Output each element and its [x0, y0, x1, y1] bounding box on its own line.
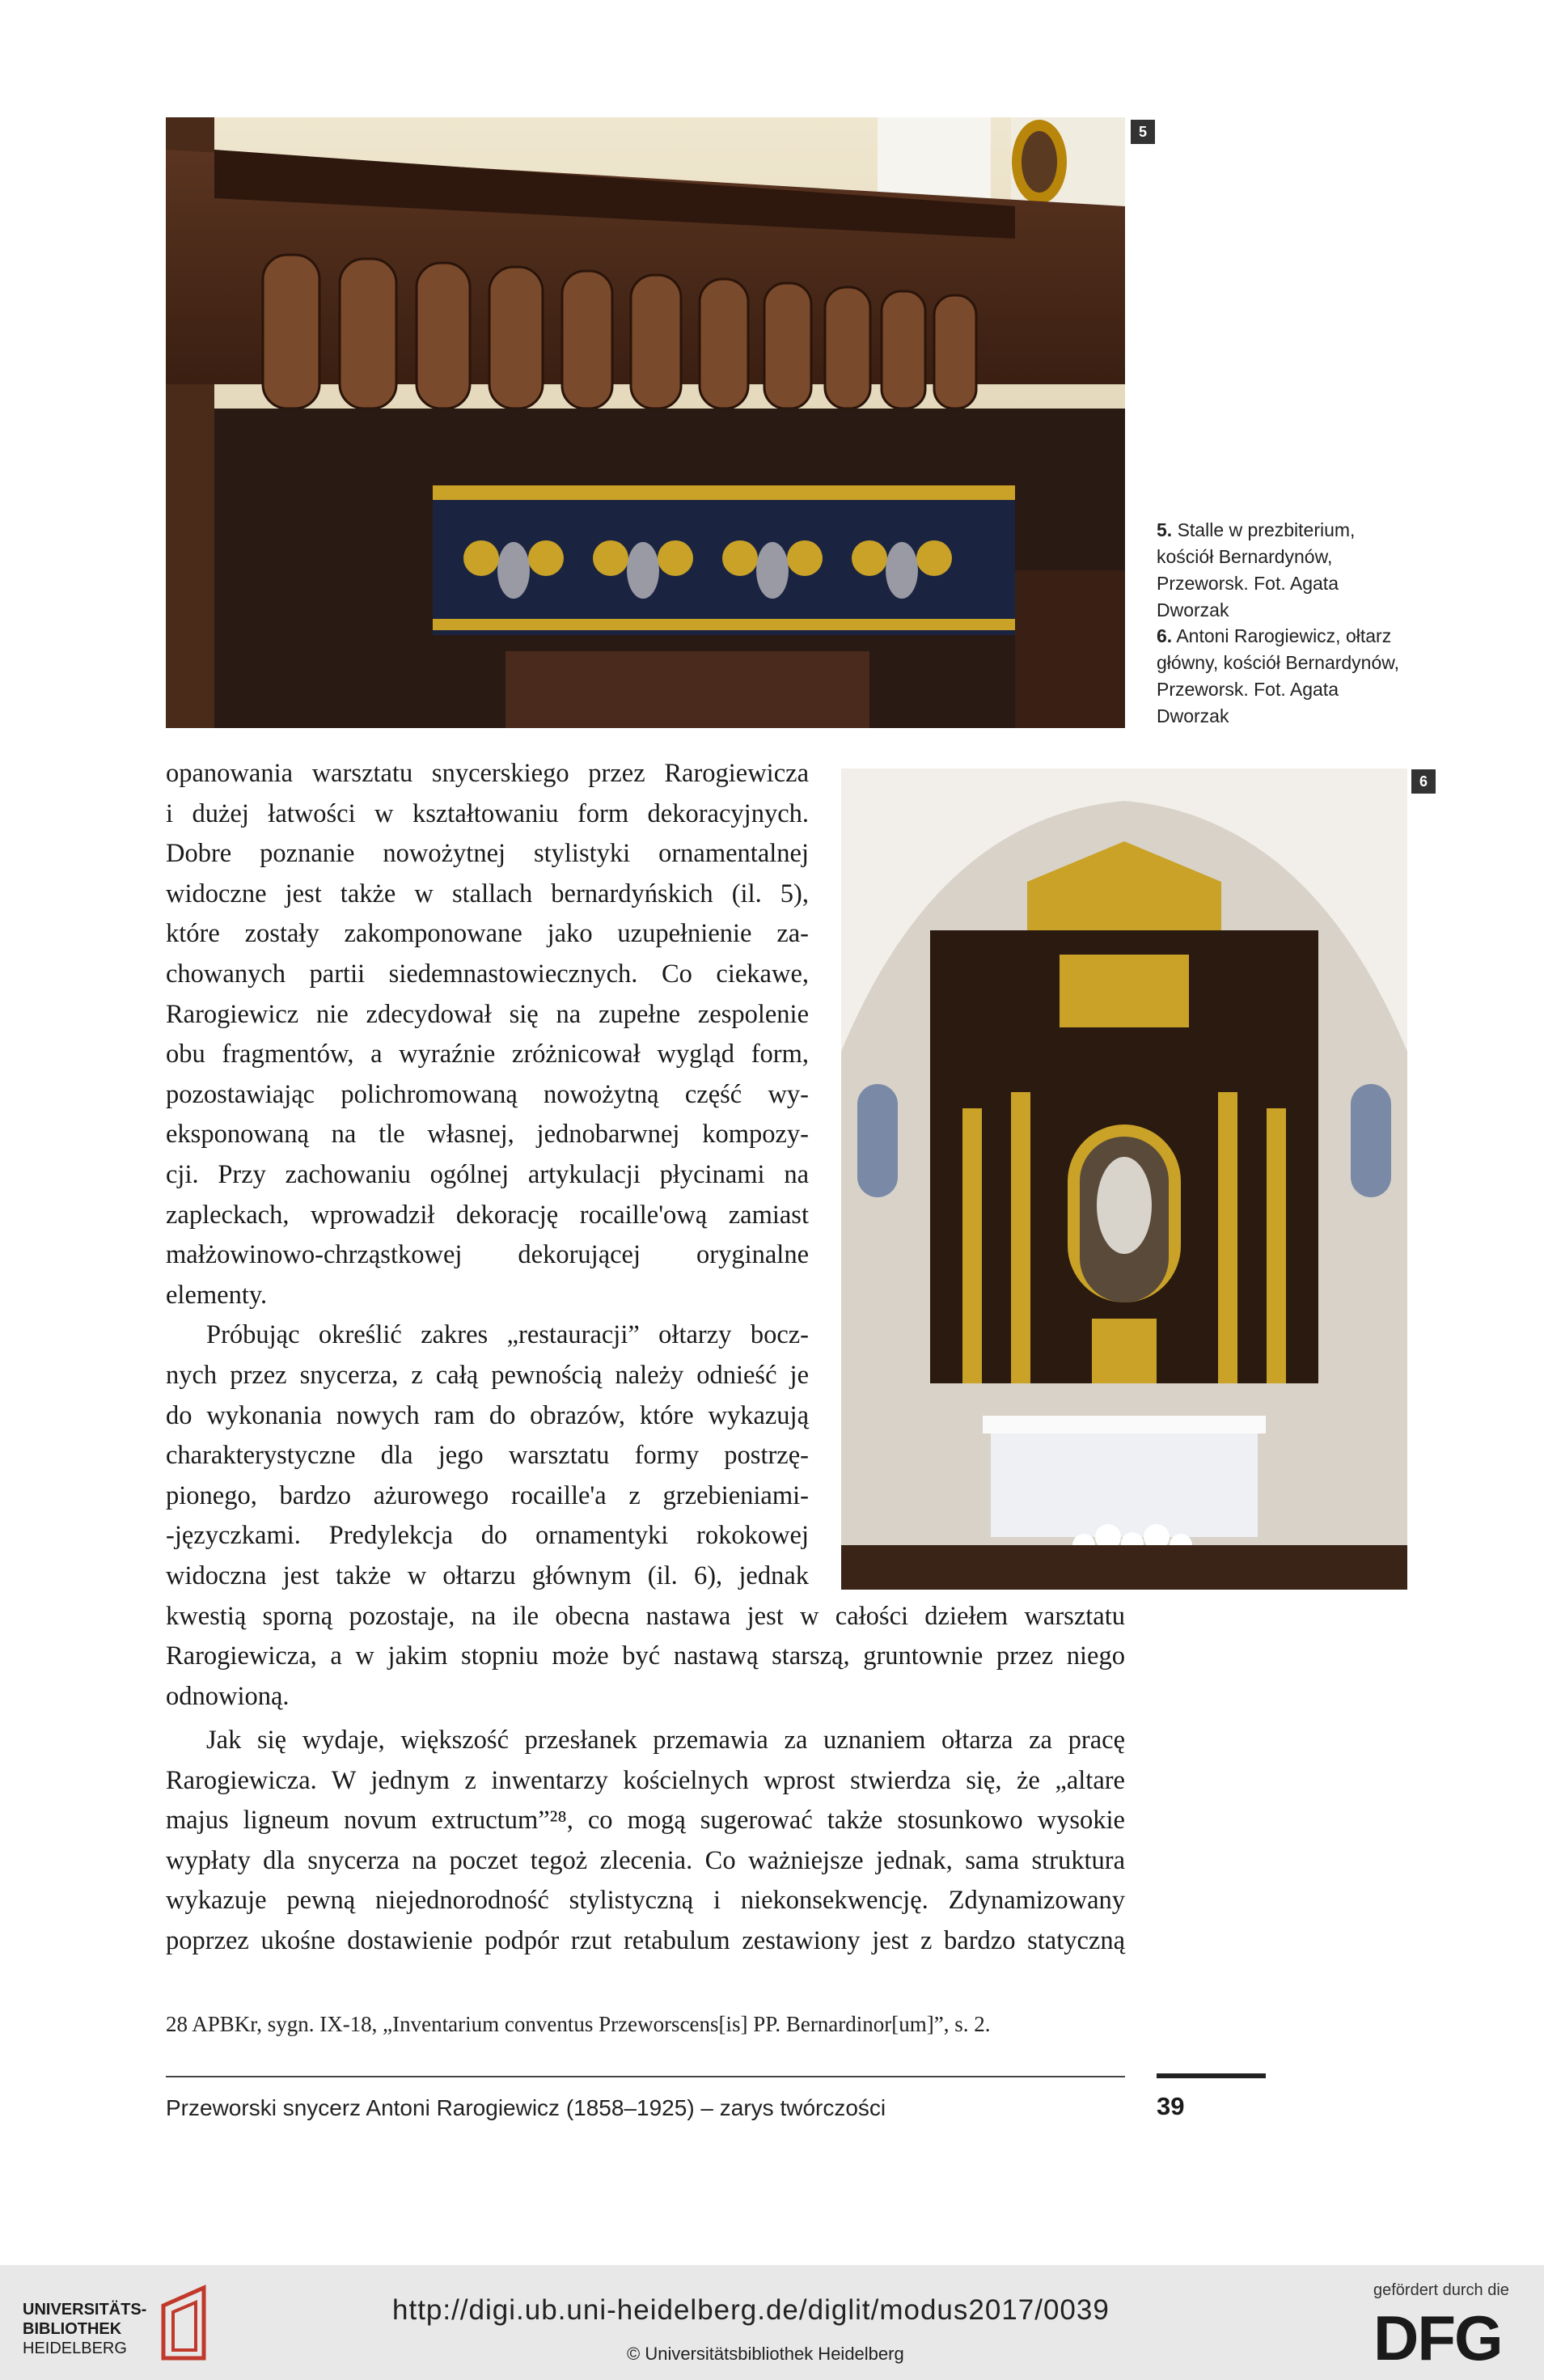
body-line: Rarogiewicza, a w jakim stopniu może być nastawą starszą, gruntownie przez niego [166, 1641, 1125, 1671]
body-line: Jak się wydaje, większość przesłanek przemawia za uznaniem ołtarza za pracę [206, 1726, 1125, 1755]
body-line: Rarogiewicza. W jednym z inwentarzy kościelnych wprost stwierdza się, że „altare [166, 1766, 1125, 1795]
figure-6-caption [1157, 623, 1399, 730]
body-line: odnowioną. [166, 1682, 290, 1711]
body-line: pionego, bardzo ażurowego rocaille'a z grzebieniami- [166, 1481, 809, 1510]
body-line: majus ligneum novum extructum”²⁸, co mogą sugerować także stosunkowo wysokie [166, 1806, 1125, 1835]
figure-6-photo [841, 769, 1407, 1590]
library-logo-icon [155, 2281, 216, 2366]
figure-5-caption [1157, 517, 1399, 624]
footer-rule [166, 2076, 1125, 2077]
library-line-3: HEIDELBERG [23, 2340, 127, 2357]
body-line: które zostały zakomponowane jako uzupełnienie za- [166, 919, 809, 948]
body-line: widoczna jest także w ołtarzu głównym (il. 6), jednak [166, 1561, 809, 1590]
body-line: obu fragmentów, a wyraźnie zróżnicował wygląd form, [166, 1040, 809, 1069]
copyright-notice: © Universitätsbibliothek Heidelberg [627, 2344, 904, 2364]
body-line: kwestią sporną pozostaje, na ile obecna nastawa jest w całości dziełem warsztatu [166, 1602, 1125, 1631]
library-logo-text [23, 2300, 146, 2358]
figure-6-caption-number: 6. [1157, 625, 1173, 646]
body-line: cji. Przy zachowaniu ogólnej artykulacji płycinami na [166, 1160, 809, 1189]
body-line: wykazuje pewną niejednorodność stylistyczną i niekonsekwencję. Zdynamizowany [166, 1886, 1125, 1915]
body-line: elementy. [166, 1281, 268, 1310]
body-line: wypłaty dla snycerza na poczet tegoż zlecenia. Co ważniejsze jednak, sama struktura [166, 1846, 1125, 1875]
page-number: 39 [1157, 2092, 1185, 2120]
body-line: -języczkami. Predylekcja do ornamentyki rokokowej [166, 1521, 809, 1550]
library-line-2: BIBLIOTHEK [23, 2320, 122, 2338]
dfg-logo: DFG [1373, 2302, 1502, 2374]
body-line: Dobre poznanie nowożytnej stylistyki ornamentalnej [166, 839, 809, 868]
body-line: i dużej łatwości w kształtowaniu form dekoracyjnych. [166, 799, 809, 828]
funding-note: gefördert durch die [1373, 2281, 1509, 2299]
permalink-url[interactable]: http://digi.ub.uni-heidelberg.de/diglit/modus2017/0039 [392, 2294, 1110, 2326]
body-line: do wykonania nowych ram do obrazów, które wykazują [166, 1401, 809, 1430]
figure-5-number: 5 [1131, 120, 1155, 144]
figure-6-number: 6 [1411, 769, 1436, 794]
body-line: chowanych partii siedemnastowiecznych. Co ciekawe, [166, 959, 809, 989]
library-line-1: UNIVERSITÄTS- [23, 2301, 147, 2319]
body-line: Rarogiewicz nie zdecydował się na zupełne zespolenie [166, 1000, 809, 1029]
body-line: małżowinowo-chrząstkowej dekorującej oryginalne [166, 1240, 809, 1269]
body-line: opanowania warsztatu snycerskiego przez Rarogiewicza [166, 759, 809, 788]
body-line: charakterystyczne dla jego warsztatu formy postrzę- [166, 1441, 809, 1470]
body-line: Próbując określić zakres „restauracji” ołtarzy bocz- [206, 1320, 809, 1349]
figure-6-caption-text: Antoni Rarogiewicz, ołtarz główny, kościół Bernardynów, Przeworsk. Fot. Agata Dworzak [1157, 625, 1399, 726]
body-line: poprzez ukośne dostawienie podpór rzut retabulum zestawiony jest z bardzo statyczną [166, 1926, 1125, 1955]
body-line: nych przez snycerza, z całą pewnością należy odnieść je [166, 1361, 809, 1390]
body-line: pozostawiając polichromowaną nowożytną część wy- [166, 1080, 809, 1109]
figure-5-photo [166, 117, 1125, 728]
body-line: widoczne jest także w stallach bernardyńskich (il. 5), [166, 879, 809, 908]
body-line: zapleckach, wprowadził dekorację rocaille'ową zamiast [166, 1201, 809, 1230]
footnote: 28 APBKr, sygn. IX-18, „Inventarium conventus Przeworscens[is] PP. Bernardinor[um]”, s. 2. [166, 2012, 991, 2036]
body-line: eksponowaną na tle własnej, jednobarwnej kompozy- [166, 1120, 809, 1149]
figure-5-caption-number: 5. [1157, 519, 1173, 540]
page-number-rule [1157, 2073, 1266, 2078]
figure-5-caption-text: Stalle w prezbiterium, kościół Bernardynów, Przeworsk. Fot. Agata Dworzak [1157, 519, 1356, 620]
choir-stalls-illustration [166, 117, 1125, 728]
main-altar-illustration [841, 769, 1407, 1590]
running-title: Przeworski snycerz Antoni Rarogiewicz (1858–1925) – zarys twórczości [166, 2095, 886, 2120]
